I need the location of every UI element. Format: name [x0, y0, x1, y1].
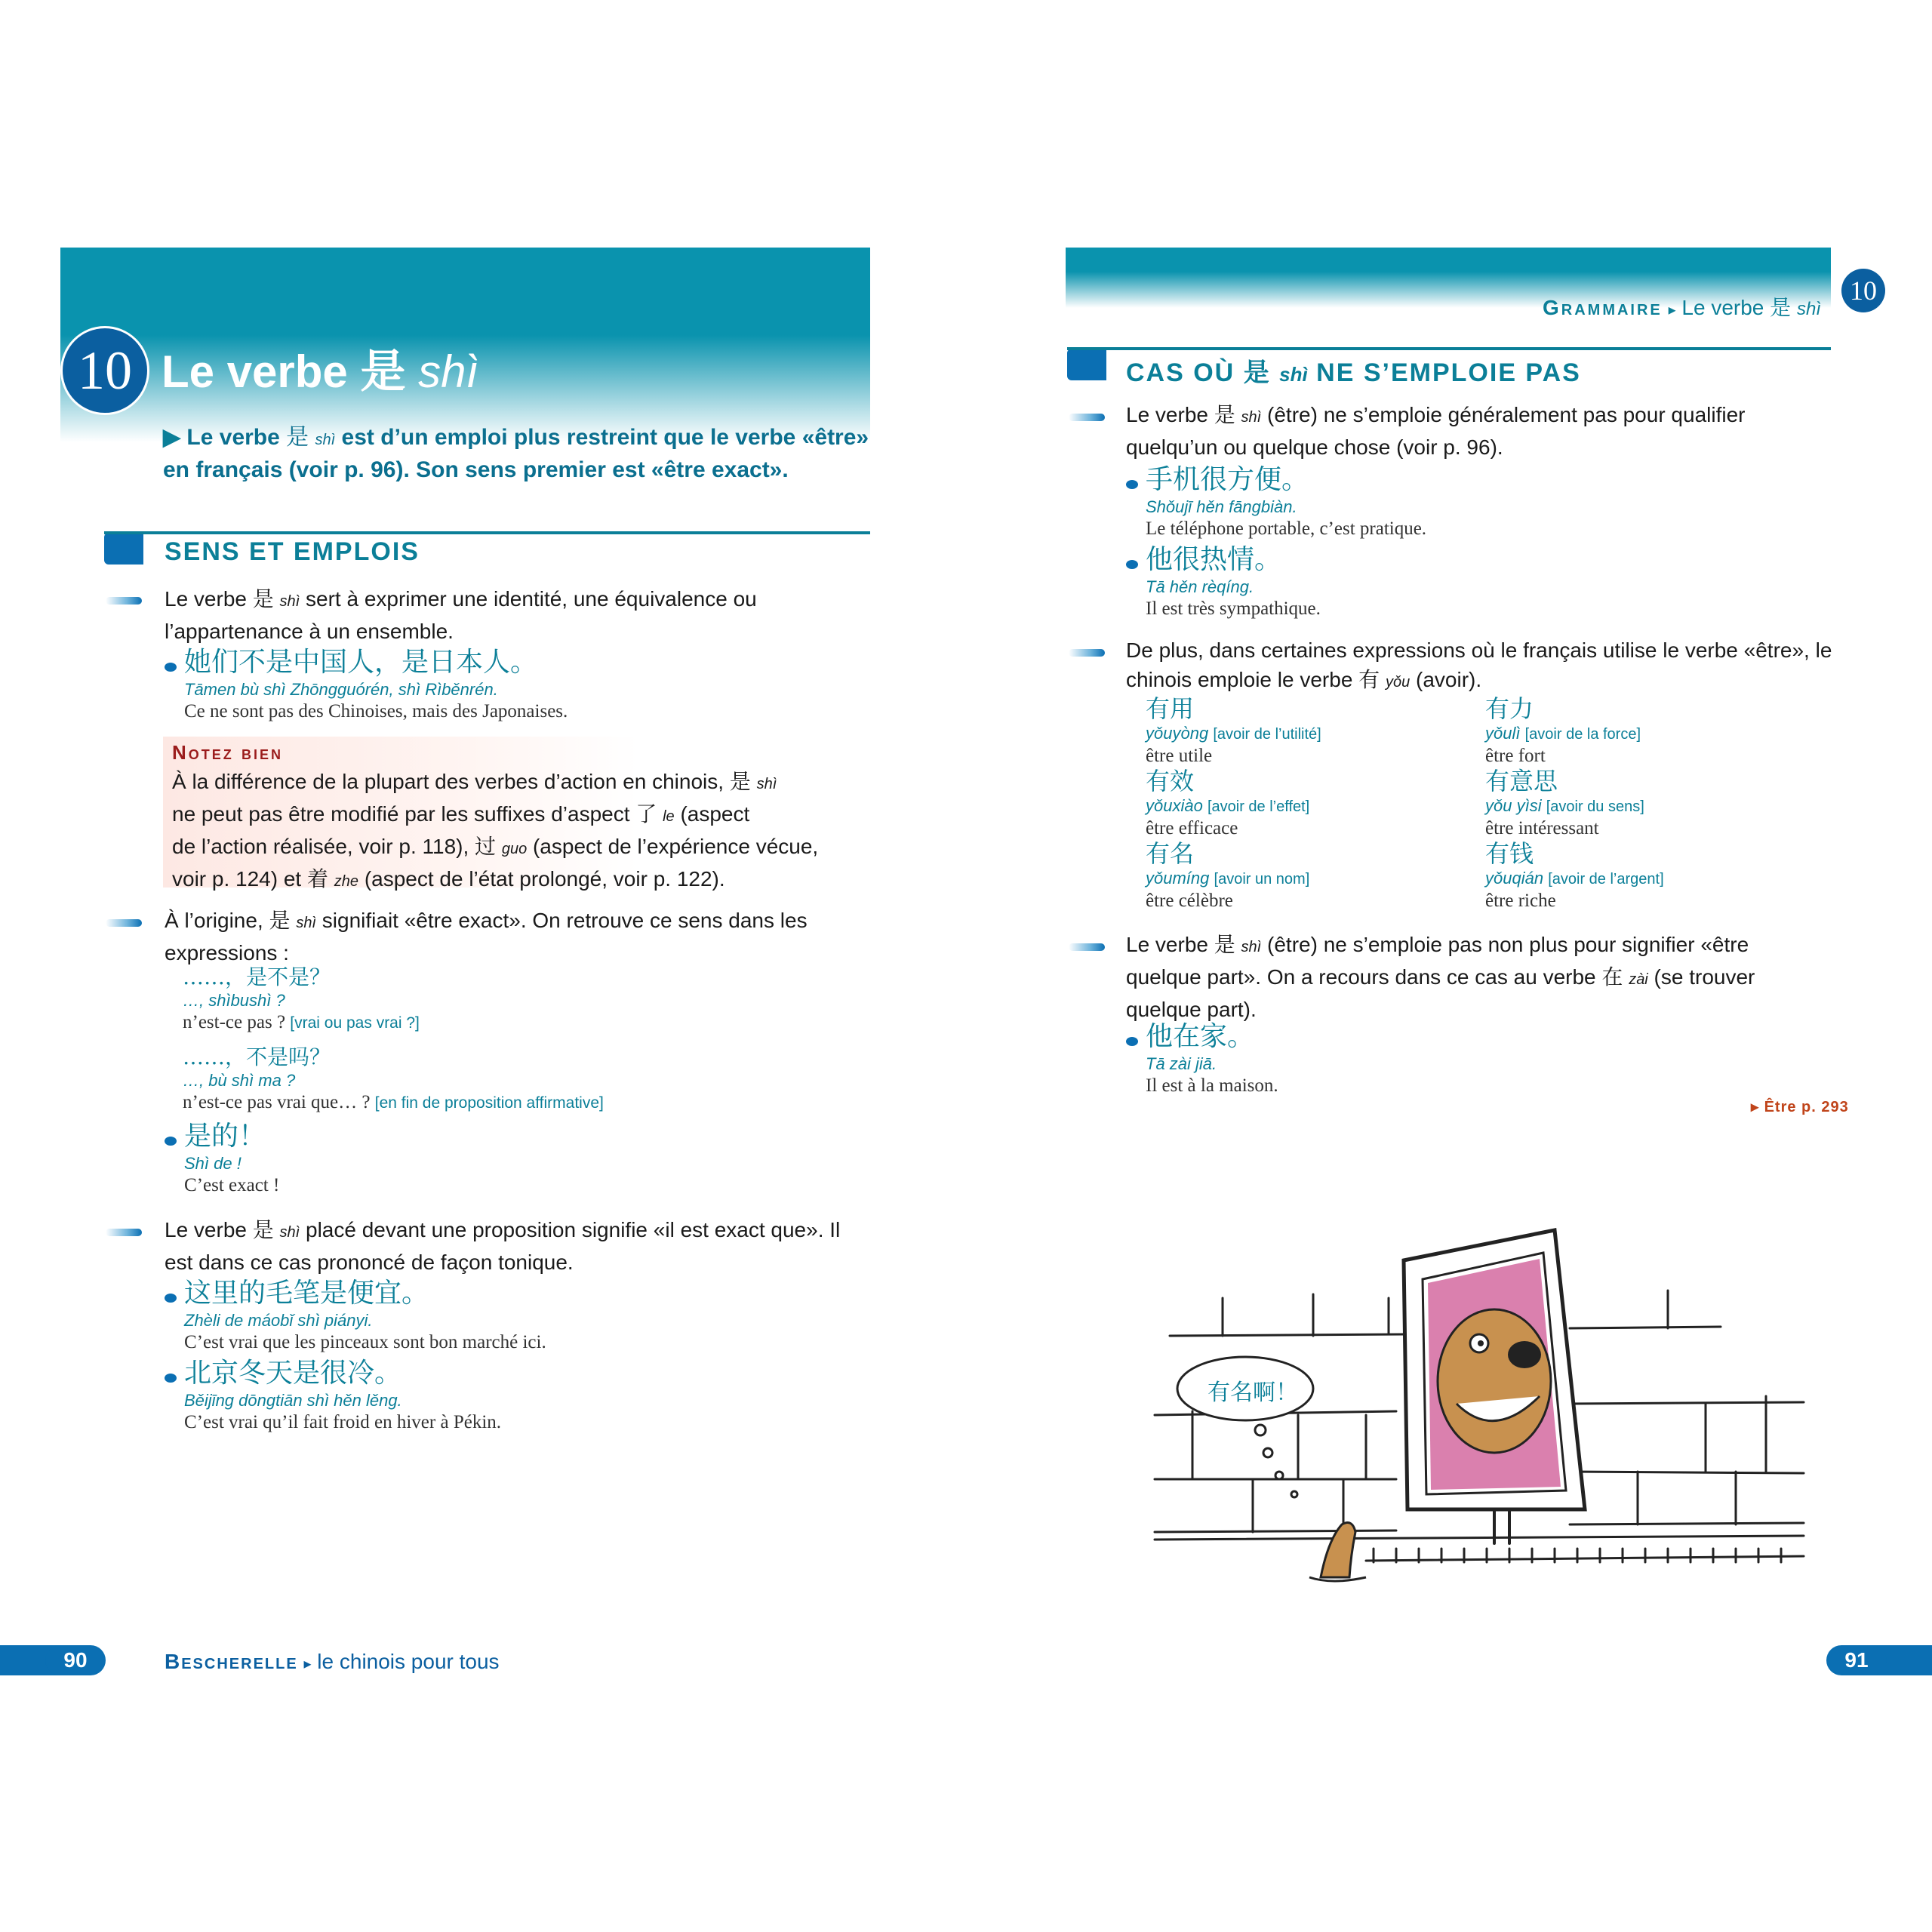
notez-l4-py: zhe — [334, 873, 359, 890]
breadcrumb-section: Grammaire — [1543, 296, 1663, 319]
paragraph-qualify — [1126, 400, 1805, 462]
expression-item — [1146, 767, 1309, 840]
footer-brand: Bescherelle — [165, 1650, 298, 1673]
p6-text-2: (être) ne s’emploie pas non plus pour signifier «être quelque part». On a recours dans ce cas au verbe — [1126, 933, 1749, 989]
bullet-dash — [106, 1229, 142, 1236]
expression-translation: n’est-ce pas vrai que… ? — [183, 1092, 371, 1112]
example-zh: 手机很方便。 — [1146, 464, 1309, 495]
chapter-intro — [163, 423, 880, 485]
chapter-title-pinyin: shì — [418, 346, 479, 397]
example-6 — [1126, 543, 1321, 620]
see-also-link[interactable]: ▸ Être p. 293 — [1751, 1099, 1849, 1115]
expression-pinyin: yǒuqián — [1485, 869, 1544, 888]
section2-zh: 是 — [1243, 358, 1271, 388]
cartoon-illustration — [1147, 1223, 1811, 1615]
example-zh: 这里的毛笔是便宜。 — [184, 1278, 429, 1309]
example-2 — [165, 1120, 279, 1197]
expression-item — [1485, 839, 1664, 912]
section-title-sens-et-emplois: SENS ET EMPLOIS — [165, 537, 420, 566]
p4-text-1: Le verbe — [1126, 403, 1208, 426]
notez-bien-text — [172, 767, 851, 897]
expression-pinyin: …, bù shì ma ? — [183, 1071, 296, 1090]
chapter-title-zh: 是 — [360, 346, 406, 398]
bullet-dot — [165, 663, 177, 672]
breadcrumb — [1543, 291, 1821, 321]
section-title-cas-ou — [1126, 352, 1581, 389]
p5-zh: 有 — [1358, 667, 1380, 692]
p4-text-2: (être) ne s’emploie généralement pas pour qualifier quelqu’un ou quelque chose (voir p. 96). — [1126, 403, 1746, 459]
paragraph-origin — [165, 906, 829, 968]
footer-arrow-icon: ▸ — [303, 1656, 312, 1672]
expression-pinyin: yǒulì — [1485, 724, 1521, 743]
example-translation: Il est à la maison. — [1146, 1075, 1278, 1096]
p6-text-3: (se trouver quelque part). — [1126, 965, 1755, 1021]
p6-pinyin2: zài — [1629, 971, 1648, 988]
bullet-dash — [106, 919, 142, 927]
notez-l1-zh: 是 — [729, 769, 751, 794]
expression-note: [avoir de l’utilité] — [1213, 726, 1321, 743]
breadcrumb-pinyin: shì — [1796, 299, 1821, 319]
chapter-number-badge-right: 10 — [1841, 269, 1885, 312]
paragraph-location — [1126, 930, 1805, 1024]
notez-l3: de l’action réalisée, voir p. 118), — [172, 835, 469, 858]
paragraph-identity — [165, 584, 783, 646]
example-1 — [165, 646, 568, 723]
expression-2 — [183, 1044, 604, 1115]
expression-translation: être intéressant — [1485, 818, 1599, 838]
expression-item — [1146, 694, 1321, 768]
p2-zh: 是 — [269, 908, 291, 933]
section-marker — [104, 533, 143, 565]
example-pinyin: Shǒujī hěn fāngbiàn. — [1146, 497, 1297, 516]
example-translation: Le téléphone portable, c’est pratique. — [1146, 518, 1427, 539]
notez-l2-py: le — [663, 808, 675, 825]
example-pinyin: Tā zài jiā. — [1146, 1054, 1217, 1073]
example-zh: 他很热情。 — [1146, 544, 1282, 575]
expression-zh: 有效 — [1146, 767, 1195, 795]
expression-zh: 有名 — [1146, 839, 1195, 868]
p6-text-1: Le verbe — [1126, 933, 1208, 956]
intro-zh: 是 — [286, 424, 309, 451]
example-pinyin: Tāmen bù shì Zhōngguórén, shì Rìběnrén. — [184, 680, 498, 699]
p3-text-2: placé devant une proposition signifie «il est exact que». Il est dans ce cas prononcé de façon tonique. — [165, 1218, 841, 1274]
notez-l3-zh: 过 — [475, 834, 497, 859]
example-translation: C’est exact ! — [184, 1175, 280, 1195]
example-7 — [1126, 1020, 1278, 1097]
paragraph-you — [1126, 635, 1835, 697]
p5-text-2: (avoir). — [1416, 668, 1482, 691]
example-pinyin: Shì de ! — [184, 1154, 242, 1173]
notez-l4: voir p. 124) et — [172, 867, 302, 891]
expression-zh: 有力 — [1485, 694, 1534, 723]
section2-text-1: CAS OÙ — [1126, 358, 1235, 387]
expression-note: [vrai ou pas vrai ?] — [290, 1014, 420, 1032]
notez-l1: À la différence de la plupart des verbes d’action en chinois, — [172, 770, 724, 793]
expression-pinyin: yǒumíng — [1146, 869, 1210, 888]
footer-title — [165, 1650, 500, 1674]
bullet-dot — [1126, 480, 1138, 489]
expression-pinyin: yǒu yìsi — [1485, 796, 1542, 815]
expression-item — [1146, 839, 1309, 912]
example-4 — [165, 1357, 501, 1434]
example-pinyin: Tā hěn rèqíng. — [1146, 577, 1254, 596]
section2-pinyin: shì — [1279, 363, 1308, 386]
notez-l4-after: (aspect de l’état prolongé, voir p. 122). — [364, 867, 725, 891]
bullet-dash — [1069, 414, 1105, 421]
p5-text-1: De plus, dans certaines expressions où le français utilise le verbe «être», le chinois emploie le verbe — [1126, 638, 1832, 691]
example-translation: C’est vrai que les pinceaux sont bon marché ici. — [184, 1332, 546, 1352]
example-translation: Il est très sympathique. — [1146, 598, 1321, 619]
p2-text-2: signifiait «être exact». On retrouve ce sens dans les expressions : — [165, 909, 808, 964]
p4-zh: 是 — [1214, 402, 1235, 427]
p6-zh: 是 — [1214, 932, 1235, 957]
example-pinyin: Běijīng dōngtiān shì hěn lěng. — [184, 1391, 402, 1410]
p3-pinyin: shì — [279, 1224, 300, 1241]
bullet-dash — [106, 597, 142, 605]
expression-note: [avoir du sens] — [1546, 798, 1644, 815]
p2-pinyin: shì — [296, 915, 316, 931]
p6-pinyin: shì — [1241, 939, 1262, 955]
expression-zh: 有意思 — [1485, 767, 1558, 795]
expression-pinyin: yǒuyòng — [1146, 724, 1209, 743]
chapter-title — [162, 336, 478, 401]
example-zh: 他在家。 — [1146, 1021, 1255, 1052]
chapter-number-badge: 10 — [60, 326, 149, 415]
expression-pinyin: …, shìbushì ? — [183, 991, 285, 1010]
p3-zh: 是 — [252, 1217, 274, 1242]
expression-note: [avoir de la force] — [1524, 726, 1641, 743]
intro-text-2: est d’un emploi plus restreint que le verbe «être» en français (voir p. 96). Son sens premier est «être exact». — [163, 425, 869, 482]
expression-note: [avoir de l’effet] — [1207, 798, 1310, 815]
breadcrumb-title: Le verbe — [1681, 296, 1764, 319]
expression-translation: être efficace — [1146, 818, 1238, 838]
page-number-left: 90 — [45, 1645, 106, 1675]
expression-translation: être célèbre — [1146, 891, 1233, 911]
expression-translation: être utile — [1146, 746, 1213, 766]
example-translation: C’est vrai qu’il fait froid en hiver à Pékin. — [184, 1412, 502, 1432]
page-number-right: 91 — [1826, 1645, 1887, 1675]
expression-item — [1485, 694, 1641, 768]
section-rule — [1067, 347, 1831, 350]
bullet-dot — [165, 1294, 177, 1303]
p1-zh: 是 — [252, 586, 274, 611]
expression-note: [avoir de l’argent] — [1548, 871, 1664, 888]
example-3 — [165, 1277, 546, 1354]
intro-text-1: Le verbe — [186, 425, 280, 450]
notez-l3-after: (aspect de l’expérience vécue, — [532, 835, 819, 858]
example-pinyin: Zhèli de máobǐ shì piányi. — [184, 1311, 373, 1330]
expression-1 — [183, 964, 420, 1035]
bullet-dash — [1069, 649, 1105, 657]
example-zh: 她们不是中国人，是日本人。 — [184, 647, 538, 678]
expression-note: [en fin de proposition affirmative] — [374, 1094, 604, 1112]
section-rule — [104, 531, 870, 534]
expression-zh: 有用 — [1146, 694, 1195, 723]
notez-l4-zh: 着 — [306, 866, 328, 891]
section2-text-2: NE S’EMPLOIE PAS — [1316, 358, 1581, 387]
intro-pinyin: shì — [315, 432, 336, 448]
p3-text-1: Le verbe — [165, 1218, 247, 1241]
bullet-dot — [165, 1374, 177, 1383]
example-zh: 是的！ — [184, 1121, 266, 1152]
section-marker — [1067, 349, 1106, 380]
notez-bien-title: Notez bien — [172, 741, 284, 764]
p2-text-1: À l’origine, — [165, 909, 263, 932]
cartoon-speech-bubble-text: 有名啊！ — [1208, 1380, 1298, 1406]
bullet-dot — [165, 1137, 177, 1146]
notez-l3-py: guo — [501, 841, 528, 857]
bullet-dot — [1126, 560, 1138, 569]
expression-zh: ……，是不是？ — [183, 964, 331, 989]
triangle-icon: ▶ — [163, 425, 181, 450]
p1-text-2: sert à exprimer une identité, une équivalence ou l’appartenance à un ensemble. — [165, 587, 757, 643]
bullet-dot — [1126, 1037, 1138, 1046]
bullet-dash — [1069, 943, 1105, 951]
expression-pinyin: yǒuxiào — [1146, 796, 1203, 815]
notez-l1-py: shì — [756, 776, 777, 792]
example-translation: Ce ne sont pas des Chinoises, mais des Japonaises. — [184, 701, 568, 721]
expression-translation: être riche — [1485, 891, 1556, 911]
example-zh: 北京冬天是很冷。 — [184, 1358, 402, 1389]
expression-zh: ……，不是吗？ — [183, 1044, 331, 1069]
p1-pinyin: shì — [279, 593, 300, 610]
chapter-title-fr: Le verbe — [162, 346, 348, 397]
p5-pinyin: yǒu — [1385, 674, 1411, 691]
p4-pinyin: shì — [1241, 409, 1262, 426]
expression-item — [1485, 767, 1644, 840]
expression-translation: n’est-ce pas ? — [183, 1012, 286, 1032]
expression-translation: être fort — [1485, 746, 1546, 766]
notez-l2-after: (aspect — [680, 802, 750, 826]
footer-subtitle: le chinois pour tous — [317, 1650, 500, 1673]
notez-l2: ne peut pas être modifié par les suffixes d’aspect — [172, 802, 630, 826]
breadcrumb-zh: 是 — [1770, 295, 1792, 320]
p6-zh2: 在 — [1601, 964, 1623, 989]
paragraph-emphasis — [165, 1215, 874, 1277]
expression-zh: 有钱 — [1485, 839, 1534, 868]
notez-l2-zh: 了 — [635, 801, 657, 826]
p1-text-1: Le verbe — [165, 587, 247, 611]
breadcrumb-arrow-icon: ▸ — [1668, 302, 1676, 318]
example-5 — [1126, 463, 1426, 540]
expression-note: [avoir un nom] — [1214, 871, 1310, 888]
